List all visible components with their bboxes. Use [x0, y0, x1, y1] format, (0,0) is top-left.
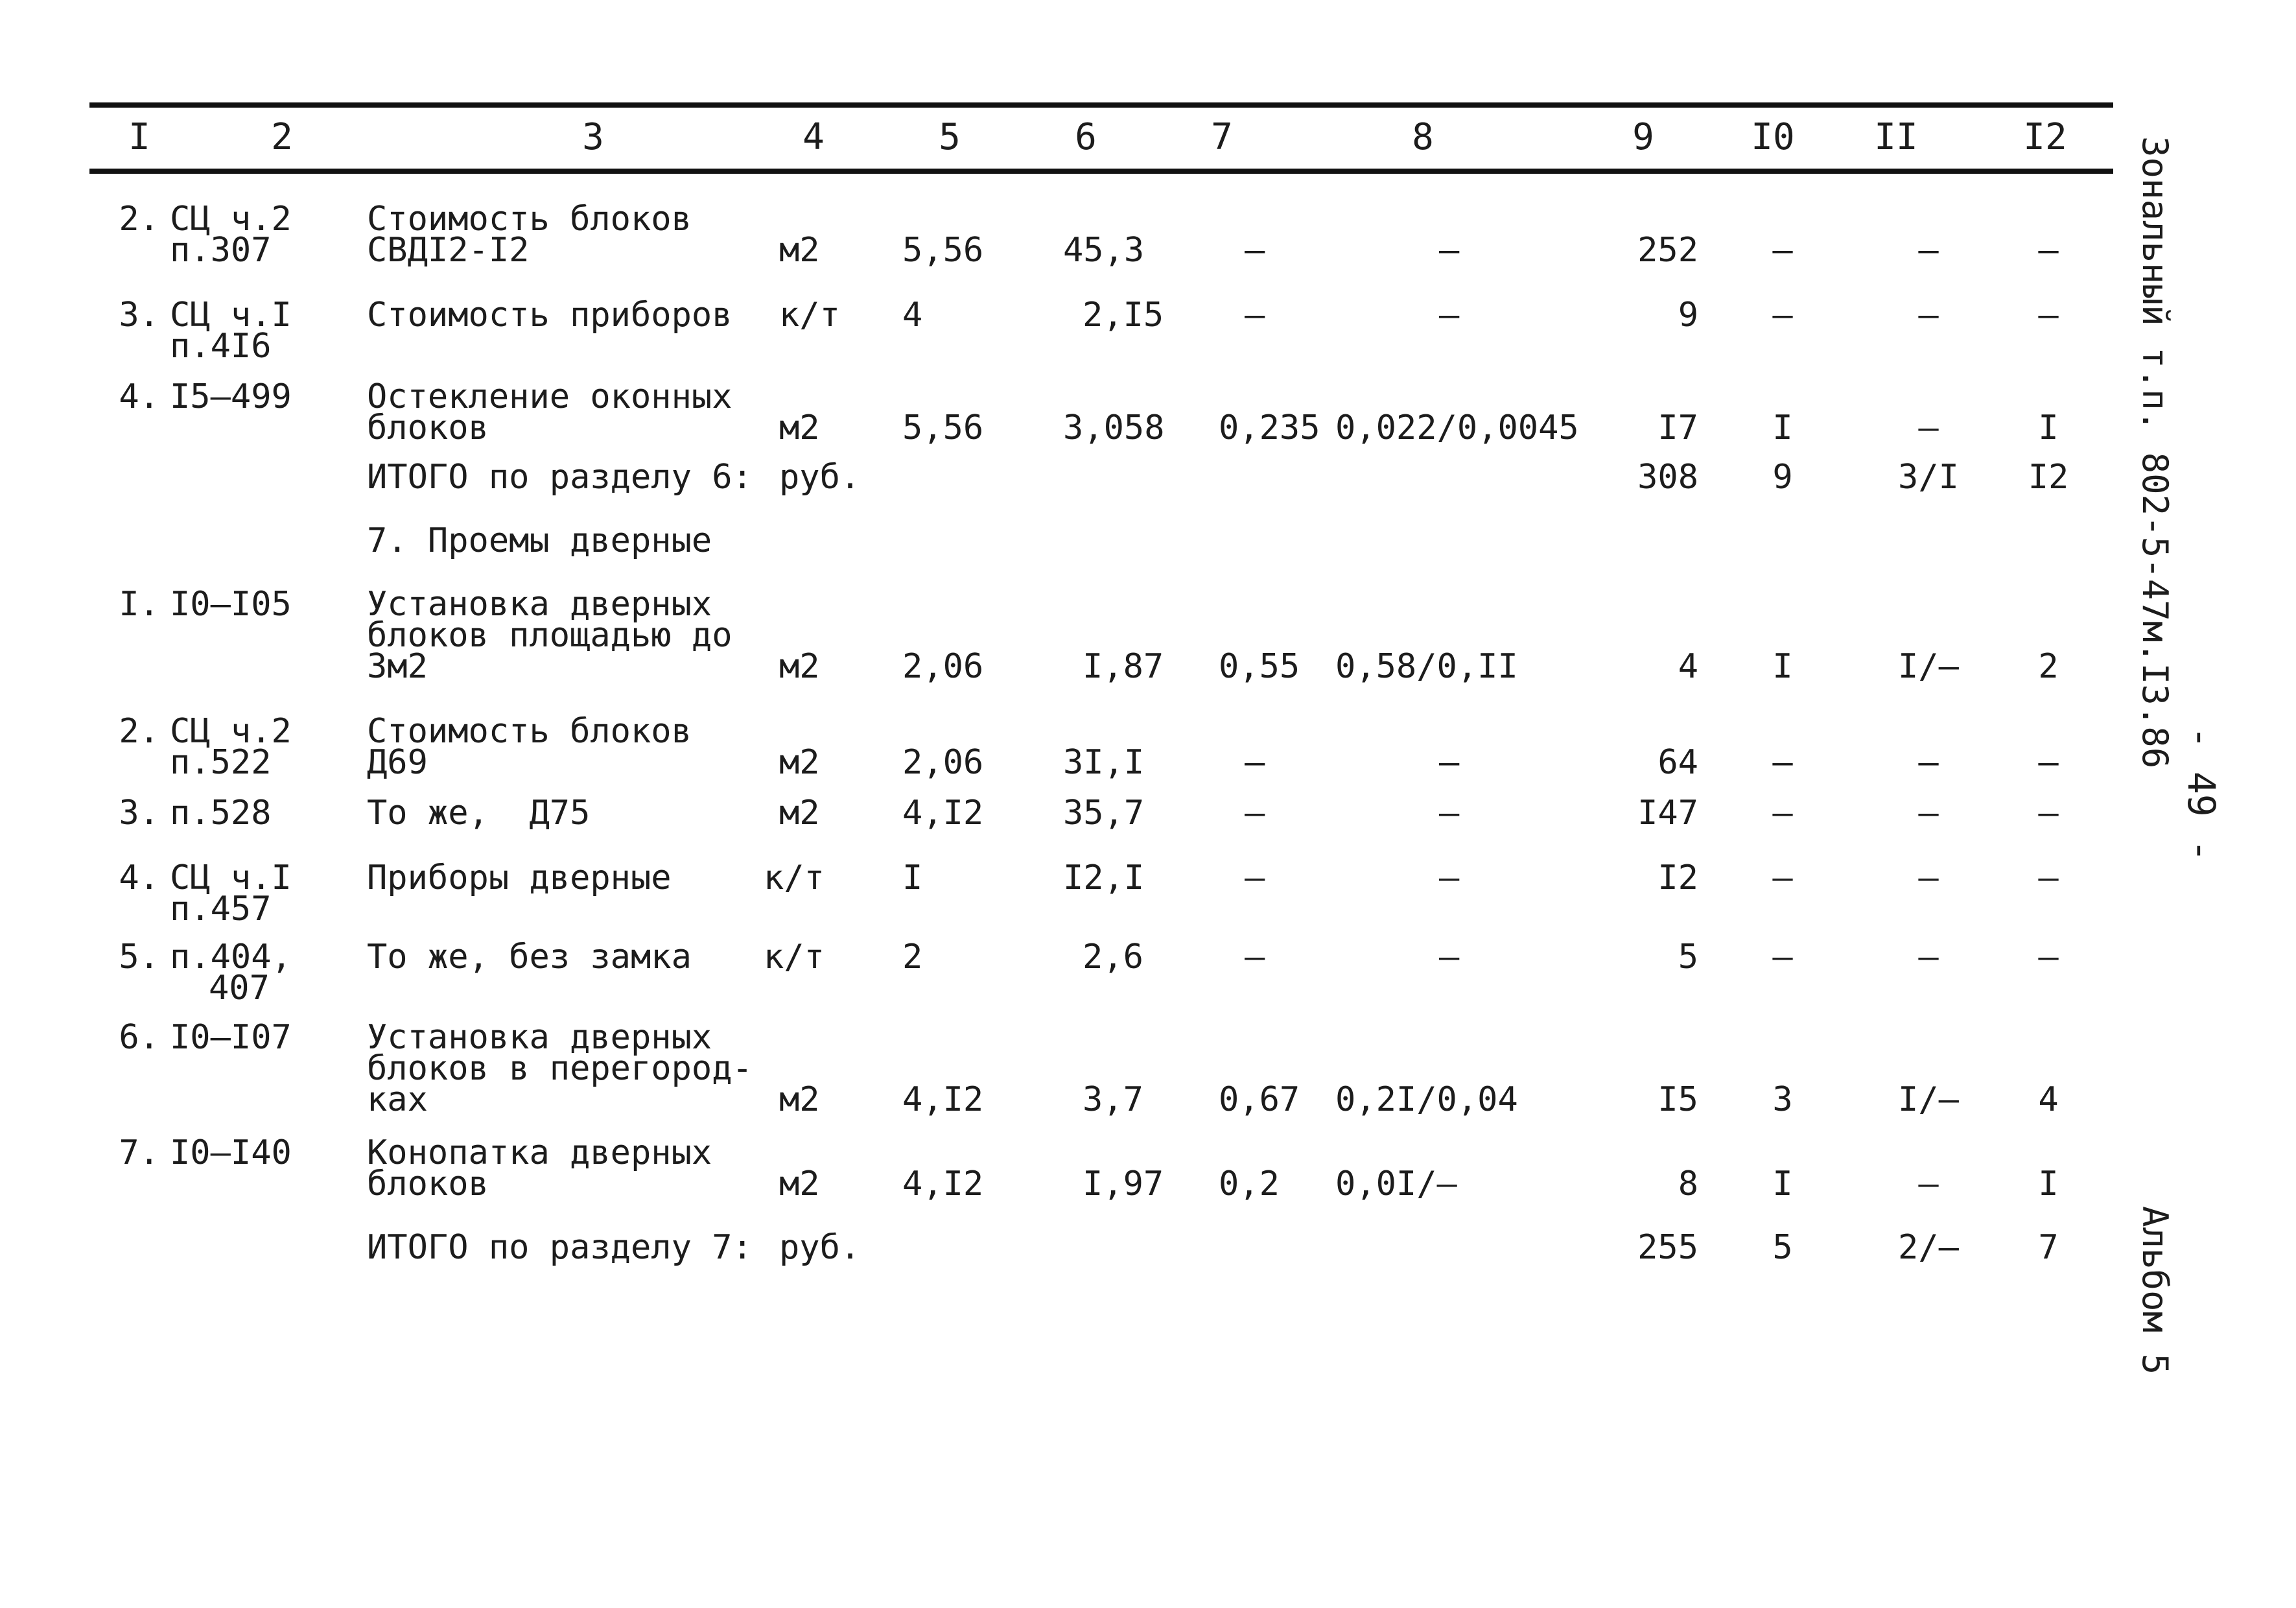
- cell-c5: 2,06: [902, 647, 984, 686]
- cell-unit: м2: [779, 408, 820, 447]
- cell-name-line2: блоков площадью до: [367, 616, 732, 655]
- table-top-rule: [89, 102, 2113, 108]
- column-header-8: 8: [1412, 116, 1434, 158]
- cell-c7: –: [1245, 858, 1265, 897]
- cell-unit: руб.: [779, 458, 861, 497]
- cell-name-line1: ИТОГО по разделу 6:: [367, 458, 753, 497]
- cell-c10: –: [1772, 938, 1793, 976]
- cell-unit: руб.: [779, 1228, 861, 1267]
- album-label: Альбом 5: [2135, 1206, 2175, 1375]
- cell-c5: 5,56: [902, 408, 984, 447]
- cell-name-line2: блоков: [367, 408, 489, 447]
- cell-n: 4.: [119, 858, 159, 897]
- cell-c9: 308: [1637, 458, 1698, 497]
- cell-c10: –: [1772, 296, 1793, 335]
- cell-c10: –: [1772, 743, 1793, 782]
- column-header-5: 5: [939, 116, 961, 158]
- cell-unit: м2: [779, 1080, 820, 1119]
- cell-unit: м2: [779, 231, 820, 270]
- cell-c10: 3: [1772, 1080, 1793, 1119]
- cell-c10: 9: [1772, 458, 1793, 497]
- cell-code-line2: п.522: [170, 743, 272, 782]
- cell-c6: 3,7: [1083, 1080, 1143, 1119]
- cell-code-line2: п.4I6: [170, 327, 272, 366]
- cell-c11: I/–: [1898, 647, 1959, 686]
- cell-unit: к/т: [764, 938, 825, 976]
- cell-c11: –: [1918, 794, 1939, 833]
- cell-name-line1: Стоимость приборов: [367, 296, 732, 335]
- cell-name-line3: 3м2: [367, 647, 428, 686]
- cell-code-line1: п.528: [170, 794, 272, 833]
- cell-c12: I2: [2028, 458, 2069, 497]
- cell-code-line2: п.457: [170, 890, 272, 928]
- cell-name-line1: Приборы дверные: [367, 858, 672, 897]
- cell-c6: 3,058: [1063, 408, 1165, 447]
- cell-code-line2: п.307: [170, 231, 272, 270]
- cell-c12: I: [2038, 1165, 2059, 1203]
- cell-c7: –: [1245, 231, 1265, 270]
- cell-c6: I,87: [1083, 647, 1164, 686]
- column-header-4: 4: [802, 116, 825, 158]
- cell-c6: I2,I: [1063, 858, 1145, 897]
- cell-name-line2: СВДІ2-І2: [367, 231, 530, 270]
- cell-c12: –: [2038, 743, 2059, 782]
- cell-code-line2: 407: [209, 969, 270, 1008]
- cell-name-line2: Д69: [367, 743, 428, 782]
- cell-name-line1: Конопатка дверных: [367, 1133, 712, 1172]
- cell-n: 4.: [119, 377, 159, 416]
- cell-name-line1: То же, без замка: [367, 938, 692, 976]
- column-header-12: I2: [2023, 116, 2067, 158]
- cell-c12: 4: [2038, 1080, 2059, 1119]
- cell-n: 7.: [119, 1133, 159, 1172]
- cell-c12: I: [2038, 408, 2059, 447]
- cell-code-line1: I0–I40: [170, 1133, 292, 1172]
- column-header-9: 9: [1632, 116, 1654, 158]
- cell-code-line1: СЦ ч.2: [170, 712, 292, 751]
- cell-c9: I2: [1658, 858, 1698, 897]
- column-header-10: I0: [1751, 116, 1795, 158]
- cell-c8: –: [1439, 938, 1460, 976]
- cell-c10: I: [1772, 647, 1793, 686]
- cell-unit: к/т: [779, 296, 840, 335]
- cell-unit: м2: [779, 743, 820, 782]
- cell-n: 3.: [119, 296, 159, 335]
- cell-name-line1: Установка дверных: [367, 585, 712, 624]
- cell-c7: –: [1245, 296, 1265, 335]
- cell-name-line1: ИТОГО по разделу 7:: [367, 1228, 753, 1267]
- cell-c12: –: [2038, 794, 2059, 833]
- cell-n: 2.: [119, 712, 159, 751]
- cell-c6: 3I,I: [1063, 743, 1145, 782]
- cell-c11: –: [1918, 408, 1939, 447]
- cell-c6: 2,I5: [1083, 296, 1164, 335]
- column-header-1: I: [128, 116, 150, 158]
- cell-c10: –: [1772, 231, 1793, 270]
- cell-name-line1: То же, Д75: [367, 794, 591, 833]
- cell-c8: 0,0I/–: [1335, 1165, 1457, 1203]
- cell-c8: –: [1439, 743, 1460, 782]
- cell-c8: 0,2I/0,04: [1335, 1080, 1518, 1119]
- column-header-3: 3: [582, 116, 604, 158]
- cell-c12: –: [2038, 296, 2059, 335]
- cell-name-line1: Стоимость блоков: [367, 200, 692, 239]
- cell-c8: 0,58/0,II: [1335, 647, 1518, 686]
- cell-c8: –: [1439, 794, 1460, 833]
- cell-c11: 2/–: [1898, 1228, 1959, 1267]
- cell-code-line1: СЦ ч.2: [170, 200, 292, 239]
- cell-c5: 5,56: [902, 231, 984, 270]
- cell-c5: 4: [902, 296, 923, 335]
- cell-c9: I7: [1658, 408, 1698, 447]
- cell-c9: 64: [1658, 743, 1698, 782]
- cell-c9: 8: [1678, 1165, 1698, 1203]
- cell-name-line3: ках: [367, 1080, 428, 1119]
- cell-c9: 4: [1678, 647, 1698, 686]
- cell-c5: 2: [902, 938, 923, 976]
- cell-c11: I/–: [1898, 1080, 1959, 1119]
- cell-c11: 3/I: [1898, 458, 1959, 497]
- cell-c12: 2: [2038, 647, 2059, 686]
- cell-name-line2: блоков: [367, 1165, 489, 1203]
- cell-name-line1: 7. Проемы дверные: [367, 521, 712, 560]
- cell-code-line1: I0–I05: [170, 585, 292, 624]
- cell-c5: 2,06: [902, 743, 984, 782]
- cell-c11: –: [1918, 1165, 1939, 1203]
- cell-unit: м2: [779, 1165, 820, 1203]
- cell-c10: I: [1772, 408, 1793, 447]
- cell-unit: к/т: [764, 858, 825, 897]
- cell-c6: 45,3: [1063, 231, 1145, 270]
- cell-c7: 0,67: [1219, 1080, 1300, 1119]
- cell-code-line1: п.404,: [170, 938, 292, 976]
- cell-c8: 0,022/0,0045: [1335, 408, 1579, 447]
- cell-c5: 4,I2: [902, 794, 984, 833]
- cell-c11: –: [1918, 743, 1939, 782]
- cell-c9: 9: [1678, 296, 1698, 335]
- cell-unit: м2: [779, 647, 820, 686]
- page-number: - 49 -: [2179, 726, 2223, 862]
- cell-c5: I: [902, 858, 923, 897]
- cell-c8: –: [1439, 858, 1460, 897]
- cell-c6: 2,6: [1083, 938, 1143, 976]
- cell-c7: 0,2: [1219, 1165, 1280, 1203]
- cell-c12: –: [2038, 858, 2059, 897]
- cell-code-line1: I5–499: [170, 377, 292, 416]
- cell-c11: –: [1918, 296, 1939, 335]
- cell-name-line2: блоков в перегород-: [367, 1049, 753, 1088]
- cell-n: 6.: [119, 1018, 159, 1057]
- cell-n: 5.: [119, 938, 159, 976]
- cell-c12: 7: [2038, 1228, 2059, 1267]
- cell-code-line1: I0–I07: [170, 1018, 292, 1057]
- cell-c5: 4,I2: [902, 1080, 984, 1119]
- cell-name-line1: Установка дверных: [367, 1018, 712, 1057]
- cell-c10: I: [1772, 1165, 1793, 1203]
- cell-c6: 35,7: [1063, 794, 1145, 833]
- cell-code-line1: СЦ ч.I: [170, 858, 292, 897]
- cell-c9: 5: [1678, 938, 1698, 976]
- cell-c9: 255: [1637, 1228, 1698, 1267]
- table-header-rule: [89, 169, 2113, 174]
- cell-c10: 5: [1772, 1228, 1793, 1267]
- cell-c10: –: [1772, 794, 1793, 833]
- cell-c7: –: [1245, 794, 1265, 833]
- cell-c9: I5: [1658, 1080, 1698, 1119]
- column-header-6: 6: [1075, 116, 1097, 158]
- cell-n: 2.: [119, 200, 159, 239]
- cell-c11: –: [1918, 231, 1939, 270]
- cell-n: I.: [119, 585, 159, 624]
- cell-unit: м2: [779, 794, 820, 833]
- cell-c9: I47: [1637, 794, 1698, 833]
- cell-c12: –: [2038, 938, 2059, 976]
- cell-c7: –: [1245, 743, 1265, 782]
- cell-code-line1: СЦ ч.I: [170, 296, 292, 335]
- column-header-11: II: [1874, 116, 1918, 158]
- document-reference: Зональный т.п. 802-5-47м.I3.86: [2135, 136, 2175, 769]
- cell-c7: 0,235: [1219, 408, 1320, 447]
- cell-c11: –: [1918, 858, 1939, 897]
- cell-name-line1: Стоимость блоков: [367, 712, 692, 751]
- cell-n: 3.: [119, 794, 159, 833]
- cell-c12: –: [2038, 231, 2059, 270]
- cell-c6: I,97: [1083, 1165, 1164, 1203]
- cell-name-line1: Остекление оконных: [367, 377, 732, 416]
- cell-c8: –: [1439, 296, 1460, 335]
- column-header-7: 7: [1211, 116, 1233, 158]
- cell-c5: 4,I2: [902, 1165, 984, 1203]
- cell-c7: 0,55: [1219, 647, 1300, 686]
- cell-c8: –: [1439, 231, 1460, 270]
- cell-c10: –: [1772, 858, 1793, 897]
- cell-c9: 252: [1637, 231, 1698, 270]
- column-header-2: 2: [271, 116, 293, 158]
- cell-c11: –: [1918, 938, 1939, 976]
- cell-c7: –: [1245, 938, 1265, 976]
